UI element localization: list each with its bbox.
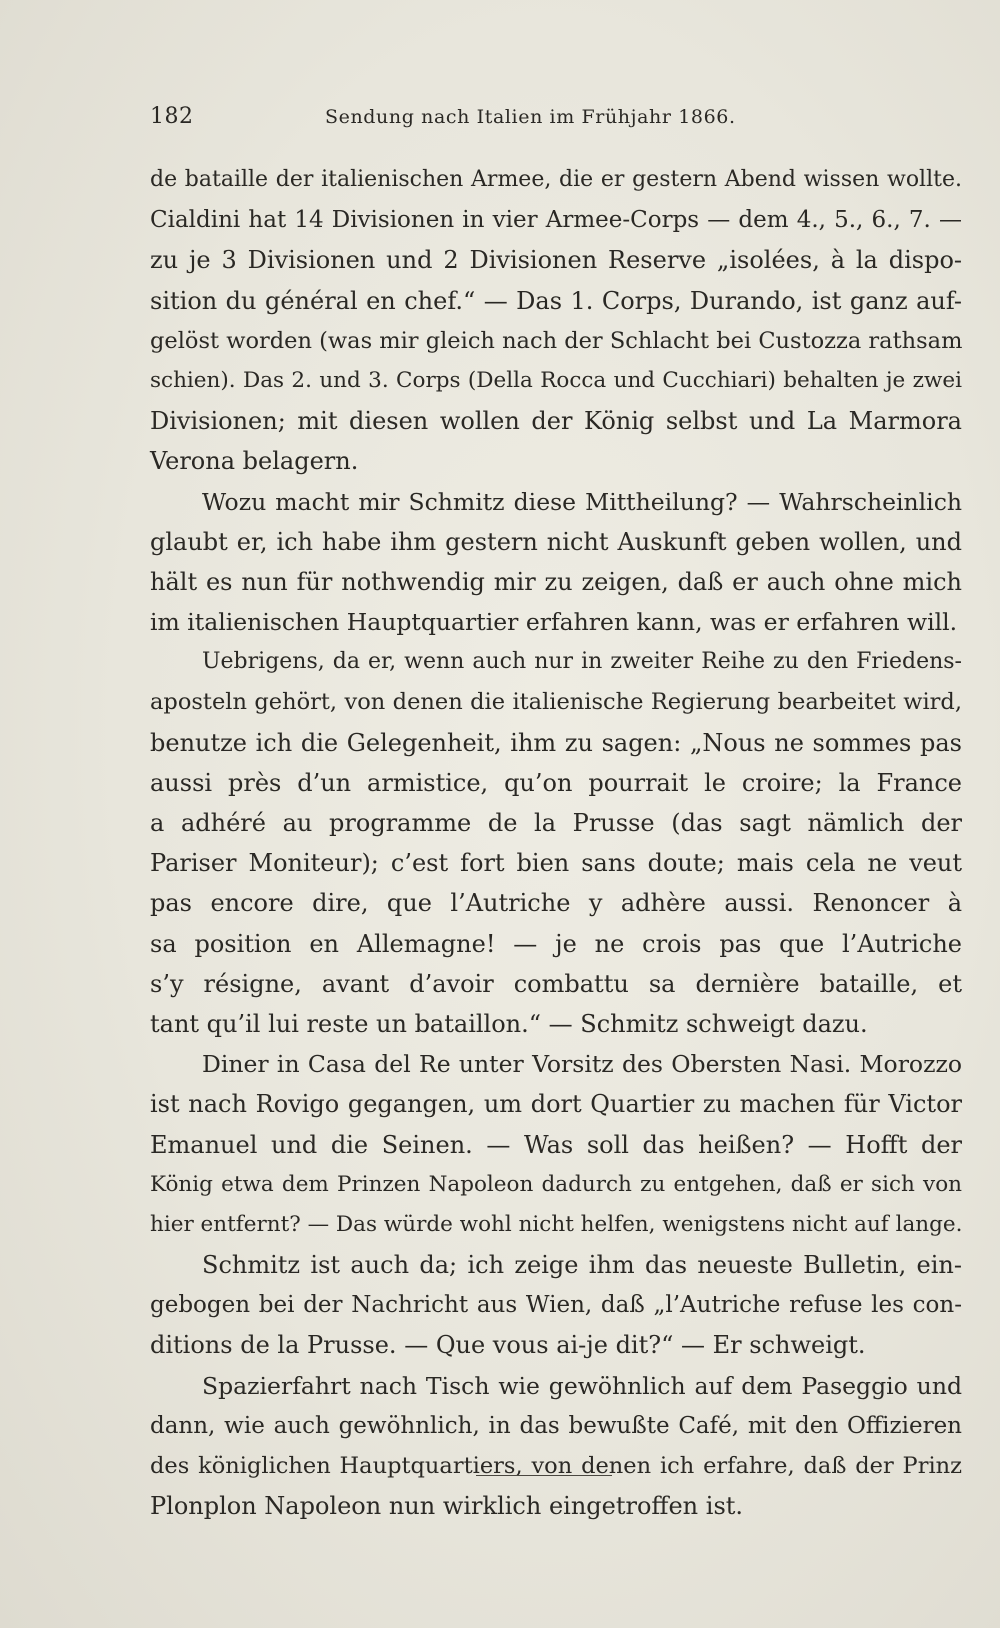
text-line: Emanuel und die Seinen. — Was soll das heißen? — Hofft der	[150, 1130, 962, 1159]
text-line: a adhéré au programme de la Prusse (das sagt nämlich der	[150, 809, 962, 837]
text-line: Uebrigens, da er, wenn auch nur in zweiter Reihe zu den Friedens-	[202, 649, 962, 675]
text-line: glaubt er, ich habe ihm gestern nicht Auskunft geben wollen, und	[150, 527, 962, 556]
text-line: aposteln gehört, von denen die italienische Regierung bearbeitet wird,	[150, 689, 962, 716]
text-line: des königlichen Hauptquartiers, von denen ich erfahre, daß der Prinz	[150, 1453, 962, 1479]
text-line: gebogen bei der Nachricht aus Wien, daß „l’Autriche refuse les con-	[150, 1292, 962, 1319]
text-line: benutze ich die Gelegenheit, ihm zu sagen: „Nous ne sommes pas	[150, 728, 962, 757]
text-line: schien). Das 2. und 3. Corps (Della Rocca und Cucchiari) behalten je zwei	[150, 367, 962, 393]
text-line: gelöst worden (was mir gleich nach der Schlacht bei Custozza rathsam	[150, 327, 963, 354]
text-line: Spazierfahrt nach Tisch wie gewöhnlich auf dem Paseggio und	[202, 1371, 962, 1400]
text-line: sa position en Allemagne! — je ne crois pas que l’Autriche	[150, 929, 962, 958]
text-line: tant qu’il lui reste un bataillon.“ — Schmitz schweigt dazu.	[150, 1009, 868, 1038]
body-text	[150, 160, 962, 1526]
text-line: im italienischen Hauptquartier erfahren kann, was er erfahren will.	[150, 608, 958, 637]
text-line: Pariser Moniteur); c’est fort bien sans doute; mais cela ne veut	[150, 849, 962, 878]
text-line: sition du général en chef.“ — Das 1. Corps, Durando, ist ganz auf-	[150, 286, 962, 315]
text-line: König etwa dem Prinzen Napoleon dadurch zu entgehen, daß er sich von	[150, 1171, 962, 1197]
text-line: Cialdini hat 14 Divisionen in vier Armee-Corps — dem 4., 5., 6., 7. —	[150, 207, 962, 234]
text-line: pas encore dire, que l’Autriche y adhère aussi. Renoncer à	[150, 889, 962, 918]
text-line: hier entfernt? — Das würde wohl nicht helfen, wenigstens nicht auf lange.	[150, 1211, 963, 1237]
text-line: Divisionen; mit diesen wollen der König selbst und La Marmora	[150, 407, 962, 436]
text-line: aussi près d’un armistice, qu’on pourrait le croire; la France	[150, 768, 962, 797]
text-line: Wozu macht mir Schmitz diese Mittheilung? — Wahrscheinlich	[202, 487, 962, 516]
running-head: Sendung nach Italien im Frühjahr 1866.	[325, 106, 736, 128]
text-line: Diner in Casa del Re unter Vorsitz des Obersten Nasi. Morozzo	[202, 1050, 962, 1079]
text-line: Verona belagern.	[150, 447, 359, 476]
text-line: dann, wie auch gewöhnlich, in das bewußte Café, mit den Offizieren	[150, 1412, 962, 1439]
text-line: ist nach Rovigo gegangen, um dort Quartier zu machen für Victor	[150, 1090, 962, 1119]
text-line: hält es nun für nothwendig mir zu zeigen, daß er auch ohne mich	[150, 567, 962, 596]
text-line: s’y résigne, avant d’avoir combattu sa dernière bataille, et	[150, 969, 962, 998]
page-number: 182	[150, 104, 194, 129]
section-end-rule	[476, 1475, 612, 1476]
page-header	[150, 104, 790, 140]
text-line: de bataille der italienischen Armee, die er gestern Abend wissen wollte.	[150, 167, 962, 192]
text-line: ditions de la Prusse. — Que vous ai-je dit?“ — Er schweigt.	[150, 1331, 866, 1360]
text-line: zu je 3 Divisionen und 2 Divisionen Reserve „isolées, à la dispo-	[150, 246, 962, 275]
text-line: Plonplon Napoleon nun wirklich eingetroffen ist.	[150, 1492, 744, 1521]
text-line: Schmitz ist auch da; ich zeige ihm das neueste Bulletin, ein-	[202, 1251, 962, 1280]
